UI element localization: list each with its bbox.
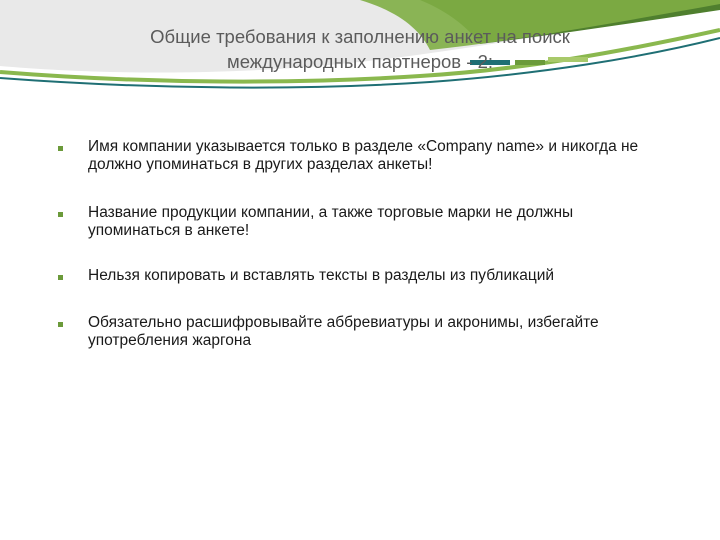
bullet-marker — [58, 212, 63, 217]
bullet-text: Имя компании указывается только в разделе «Company name» и никогда не должно упоминаться в других разделах анкеты! — [88, 138, 639, 173]
bullet-text: Обязательно расшифровывайте аббревиатуры и акронимы, избегайте употребления жаргона — [88, 314, 599, 349]
slide-title-line-1: Общие требования к заполнению анкет на поиск — [150, 26, 570, 47]
slide-title-line-2: международных партнеров - 2: — [226, 51, 494, 72]
bullet-marker — [58, 275, 63, 280]
bullet-text: Нельзя копировать и вставлять тексты в разделы из публикаций — [88, 267, 555, 284]
bullet-marker — [58, 146, 63, 151]
bullet-text: Название продукции компании, а также торговые марки не должны упоминаться в анкете! — [88, 204, 574, 239]
bullet-marker — [58, 322, 63, 327]
